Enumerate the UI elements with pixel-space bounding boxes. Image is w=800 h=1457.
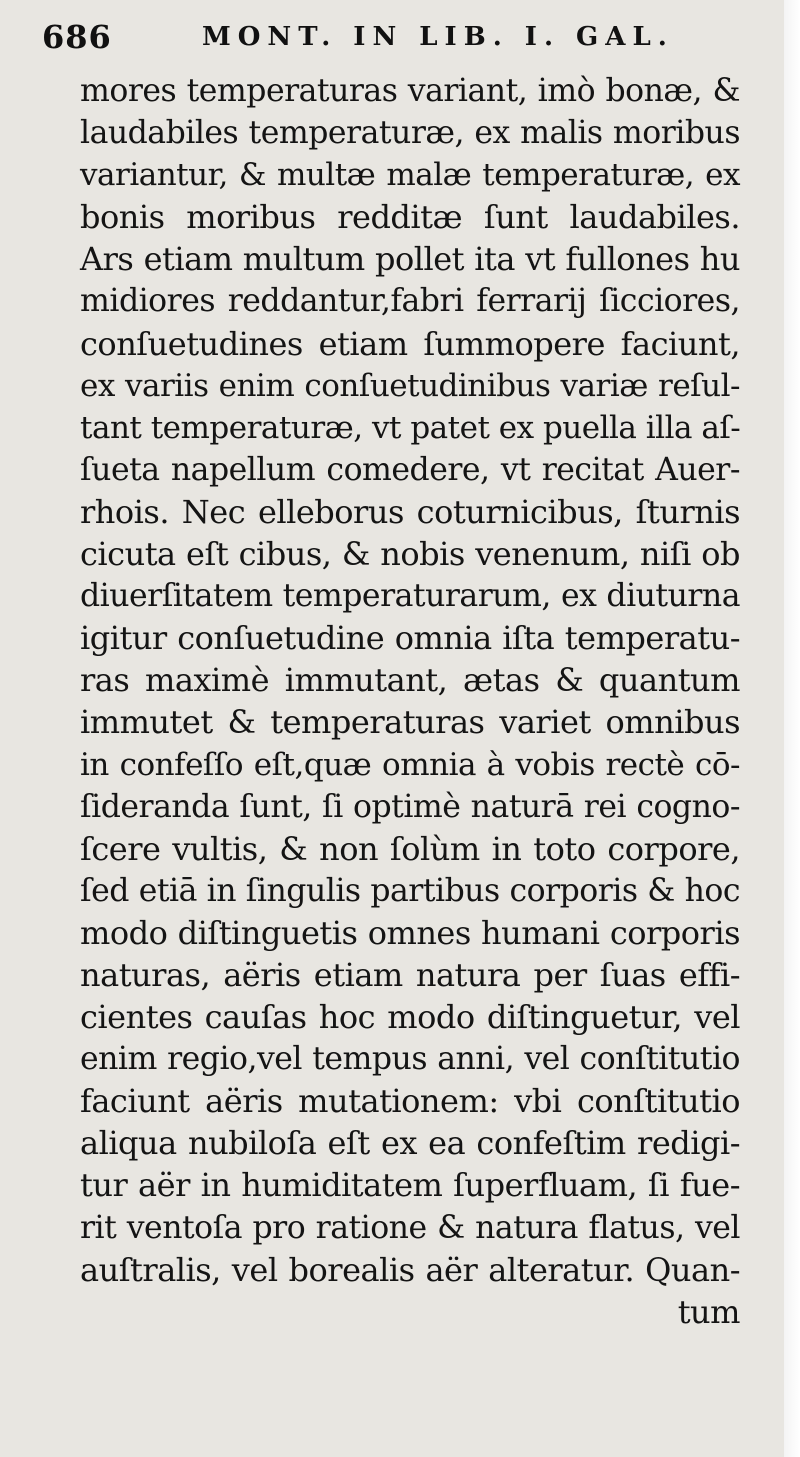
text-line: immutet & temperaturas variet omnibus [80, 703, 740, 742]
text-line: variantur, & multæ malæ temperaturæ, ex [80, 157, 740, 194]
text-line: auſtralis, vel borealis aër alteratur. Quan- [80, 1250, 740, 1289]
text-line: Ars etiam multum pollet ita vt fullones hu [80, 240, 740, 279]
text-line: cicuta eſt cibus, & nobis venenum, niſi ob [80, 535, 740, 574]
text-line: enim regio,vel tempus anni, vel conſtitutio [80, 1041, 740, 1078]
text-line: laudabiles temperaturæ, ex malis moribus [80, 115, 740, 152]
text-line: rit ventoſa pro ratione & natura flatus, vel [80, 1209, 740, 1246]
text-line: tant temperaturæ, vt patet ex puella illa aſ- [80, 409, 741, 446]
catchword: tum [677, 1292, 740, 1331]
text-line: conſuetudines etiam ſummopere faciunt, [80, 324, 740, 363]
text-line: faciunt aëris mutationem: vbi conſtitutio [80, 1082, 740, 1121]
page-header [42, 18, 742, 60]
text-line: bonis moribus redditæ ſunt laudabiles. [80, 198, 740, 237]
text-line: rhois. Nec elleborus coturnicibus, ſturnis [80, 492, 740, 531]
text-line: ſcere vultis, & non ſolùm in toto corpore, [80, 829, 740, 868]
text-line: naturas, aëris etiam natura per ſuas effi- [80, 955, 740, 994]
body-text [80, 70, 740, 1333]
text-line: diuerſitatem temperaturarum, ex diuturna [80, 578, 740, 615]
text-line: cientes cauſas hoc modo diſtinguetur, vel [80, 998, 740, 1037]
text-line: ſueta napellum comedere, vt recitat Auer- [80, 451, 740, 488]
page-number: 686 [42, 18, 112, 56]
text-line: modo diſtinguetis omnes humani corporis [80, 913, 740, 952]
text-line: mores temperaturas variant, imò bonæ, & [80, 73, 740, 109]
text-line: ras maximè immutant, ætas & quantum [80, 661, 740, 700]
text-line: midiores reddantur,fabri ferrarij ſicciores, [80, 283, 740, 320]
text-line: ſed etiā in ſingulis partibus corporis & hoc [80, 872, 740, 909]
page-edge [784, 0, 800, 1457]
text-line: igitur conſuetudine omnia iſta temperatu- [80, 619, 740, 658]
text-line: ſideranda ſunt, ſi optimè naturā rei cogno- [80, 788, 740, 825]
text-line: in confeſſo eſt,quæ omnia à vobis rectè cō- [80, 746, 740, 783]
text-line: aliqua nubiloſa eſt ex ea confeſtim redigi- [80, 1124, 740, 1163]
text-line: tur aër in humiditatem ſuperfluam, ſi fue- [80, 1166, 740, 1205]
text-line: ex variis enim conſuetudinibus variæ reſul- [80, 367, 740, 404]
running-head: MONT. IN LIB. I. GAL. [202, 22, 674, 52]
